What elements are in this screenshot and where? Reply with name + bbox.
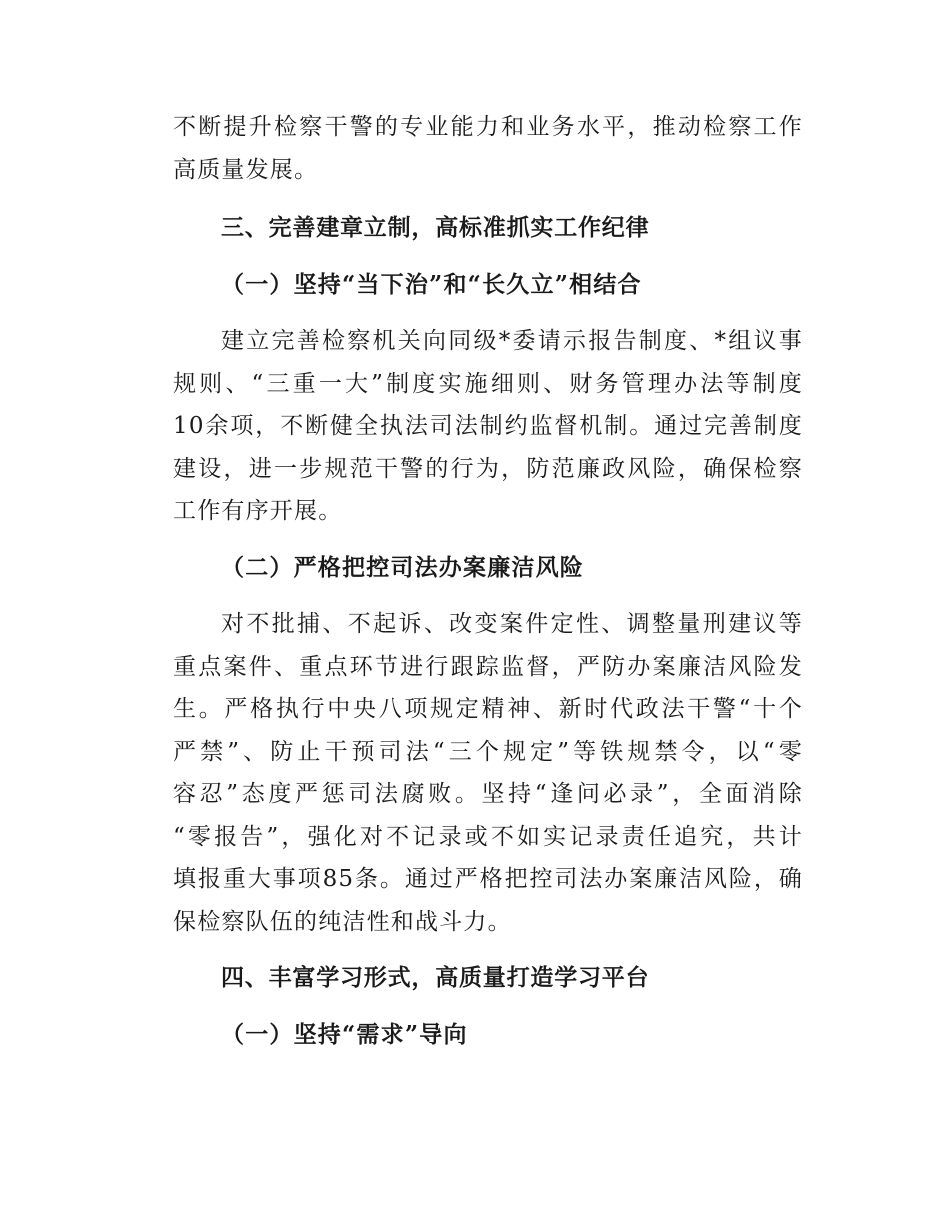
paragraph-line: 不断提升检察干警的专业能力和业务水平，推动检察工作 bbox=[173, 114, 803, 140]
paragraph-line: 严禁”、防止干预司法“三个规定”等铁规禁令，以“零 bbox=[173, 738, 803, 765]
paragraph-line: 容忍”态度严惩司法腐败。坚持“逢问必录”，全面消除 bbox=[173, 781, 803, 807]
section-4-sub-1-heading: （一）坚持“需求”导向 bbox=[221, 1020, 468, 1048]
document-page bbox=[173, 106, 803, 1056]
paragraph-line: 填报重大事项85条。通过严格把控司法办案廉洁风险，确 bbox=[173, 866, 803, 892]
section-3-heading: 三、完善建章立制，高标准抓实工作纪律 bbox=[221, 215, 650, 241]
paragraph-line: “零报告”，强化对不记录或不如实记录责任追究，共计 bbox=[173, 823, 803, 850]
intro-paragraph bbox=[173, 106, 803, 191]
paragraph-line: 建设，进一步规范干警的行为，防范廉政风险，确保检察 bbox=[173, 455, 803, 482]
section-3-sub-2-paragraph bbox=[173, 603, 803, 943]
paragraph-line: 重点案件、重点环节进行跟踪监督，严防办案廉洁风险发 bbox=[173, 653, 803, 680]
section-3-sub-1-paragraph bbox=[173, 320, 803, 533]
section-3-sub-1-heading: （一）坚持“当下治”和“长久立”相结合 bbox=[221, 270, 642, 298]
paragraph-line: 高质量发展。 bbox=[173, 156, 319, 183]
paragraph-line: 建立完善检察机关向同级*委请示报告制度、*组议事 bbox=[221, 328, 803, 354]
section-3-sub-2-heading: （二）严格把控司法办案廉洁风险 bbox=[221, 553, 584, 581]
section-4-heading: 四、丰富学习形式，高质量打造学习平台 bbox=[221, 965, 650, 991]
paragraph-line: 规则、“三重一大”制度实施细则、财务管理办法等制度 bbox=[173, 370, 803, 397]
paragraph-line: 10余项，不断健全执法司法制约监督机制。通过完善制度 bbox=[173, 413, 803, 439]
paragraph-line: 保检察队伍的纯洁性和战斗力。 bbox=[173, 908, 512, 935]
paragraph-line: 生。严格执行中央八项规定精神、新时代政法干警“十个 bbox=[173, 696, 803, 722]
paragraph-line: 对不批捕、不起诉、改变案件定性、调整量刑建议等 bbox=[221, 611, 803, 637]
paragraph-line: 工作有序开展。 bbox=[173, 498, 343, 524]
